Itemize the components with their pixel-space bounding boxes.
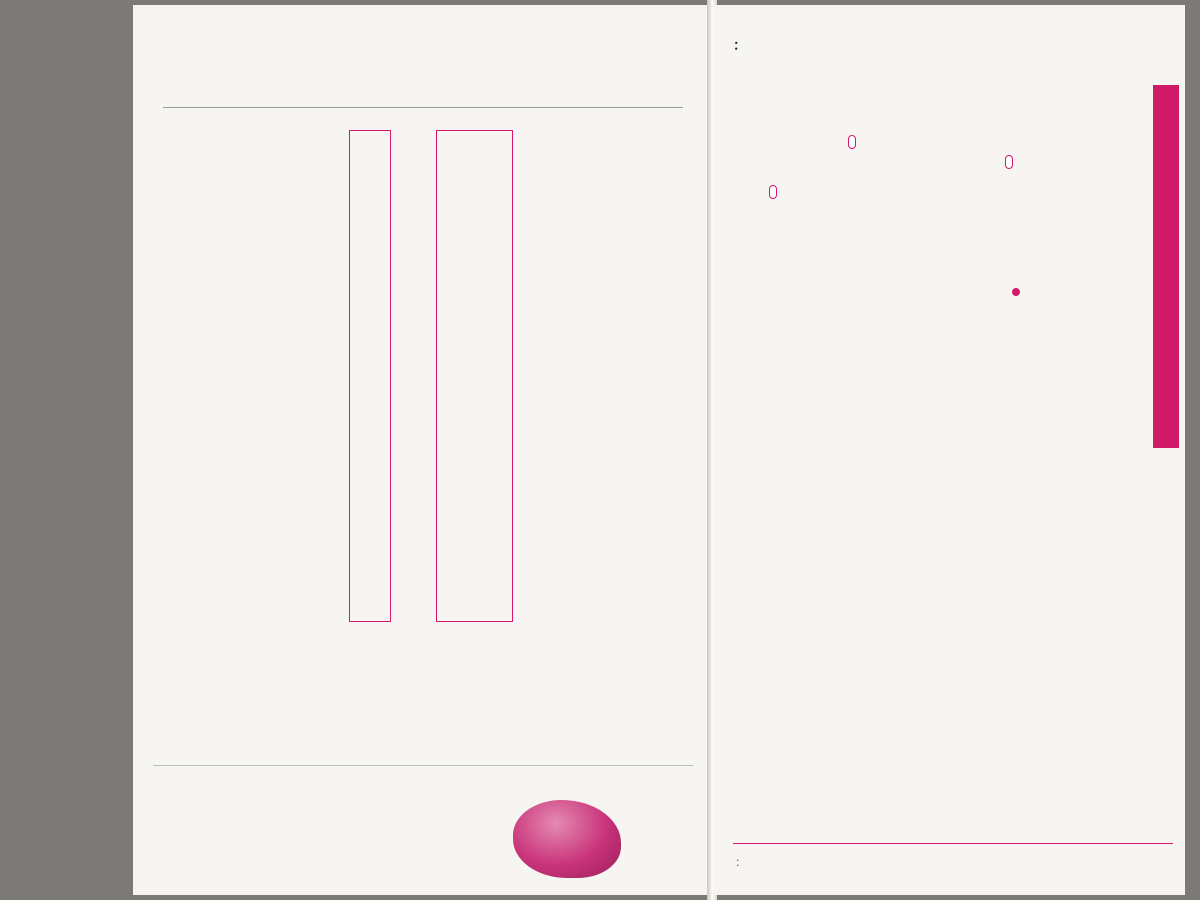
- review-row-1: [205, 57, 695, 75]
- serial148-box: [349, 130, 391, 622]
- ad-2: [163, 837, 171, 848]
- left-lower-rule: [153, 765, 693, 766]
- ad-3: [163, 853, 171, 864]
- section-tag-place-dot: [1012, 288, 1020, 296]
- right-page: [713, 5, 1185, 895]
- feature-colon: ：: [733, 38, 747, 54]
- reviews-rule: [163, 107, 683, 108]
- ad-1: [163, 821, 171, 832]
- feature-heading: [733, 27, 747, 56]
- renewed-box: [391, 130, 435, 620]
- review-row-0: [205, 35, 695, 53]
- review-row-2: [205, 79, 695, 97]
- cover-art-image: [513, 800, 621, 878]
- serial-box: [436, 130, 513, 622]
- left-page: [133, 5, 711, 895]
- cover-credit-colon: ：: [735, 855, 748, 869]
- cover-credit: [735, 853, 747, 870]
- feature-tab: [1153, 85, 1179, 445]
- ad-0: [163, 805, 171, 816]
- section-tag-early-modern: [848, 135, 856, 149]
- right-bottom-rule: [733, 843, 1173, 844]
- pink-rule: [1153, 445, 1179, 448]
- section-tag-heroes: [769, 185, 777, 199]
- section-tag-place: [1005, 155, 1013, 169]
